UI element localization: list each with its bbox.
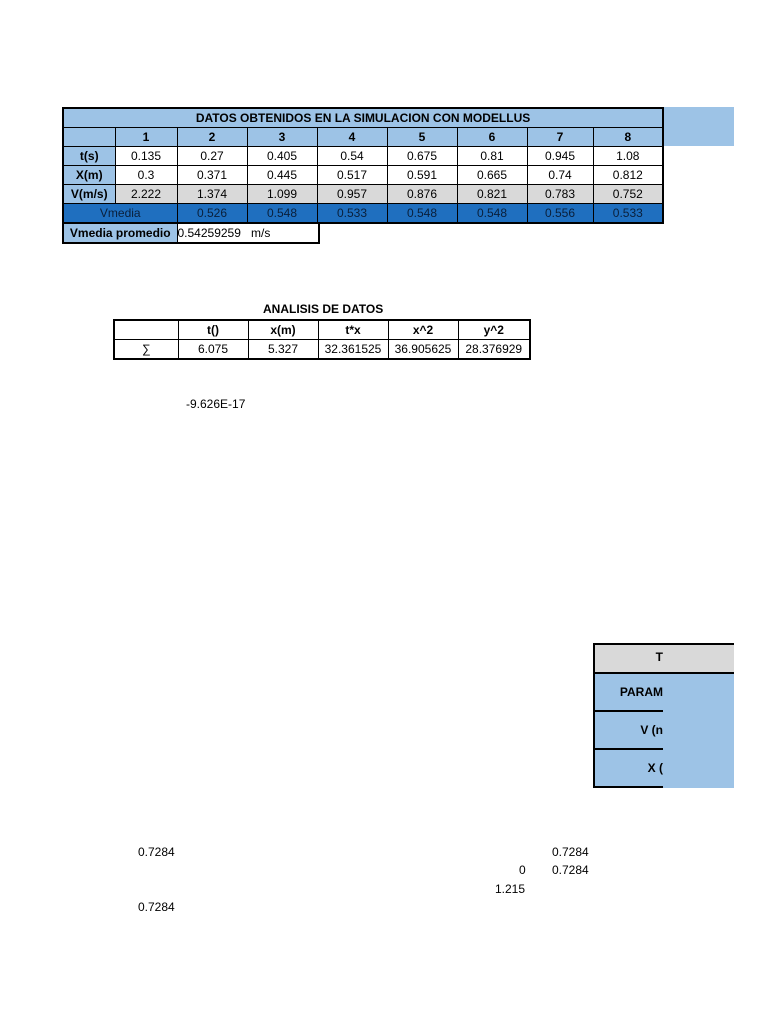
cell: 0.54 [317,147,387,166]
column-header: 4 [317,128,387,147]
cell: 0.665 [457,166,527,185]
column-header: 5 [387,128,457,147]
parameters-table [593,643,734,788]
table-header: T [655,650,663,664]
analysis-title: ANALISIS DE DATOS [263,302,384,316]
row-label: V(m/s) [63,185,115,204]
cell: 1.08 [593,147,663,166]
column-header: 3 [247,128,317,147]
cell: 0.957 [317,185,387,204]
value-text: 0.7284 [552,863,589,877]
analysis-table [113,319,531,360]
value-text: 1.215 [495,882,526,896]
cell: 0.783 [527,185,593,204]
corner-cell [63,128,115,147]
cell: 0.445 [247,166,317,185]
cell: 0.526 [177,204,247,224]
simulation-data-table [62,107,664,224]
promedio-unit: m/s [247,224,319,243]
vmedia-promedio-table [62,224,320,244]
value-text: 0 [519,863,526,877]
header-fill [664,107,734,146]
cell: 5.327 [248,340,318,360]
column-header: 6 [457,128,527,147]
cell: 0.591 [387,166,457,185]
column-header: y^2 [458,320,530,340]
table-row [63,185,663,204]
cell: 0.533 [317,204,387,224]
column-header: 8 [593,128,663,147]
cell: 36.905625 [388,340,458,360]
cell: 0.517 [317,166,387,185]
cell: 28.376929 [458,340,530,360]
corner-cell [114,320,178,340]
cell: 1.099 [247,185,317,204]
cell: 0.548 [457,204,527,224]
column-header: 2 [177,128,247,147]
param-label: X ( [647,761,663,775]
cell: 0.74 [527,166,593,185]
cell: 0.371 [177,166,247,185]
value-text: 0.7284 [138,845,175,859]
table-title: DATOS OBTENIDOS EN LA SIMULACION CON MODELLUS [63,108,663,128]
param-label: PARAM [619,685,663,699]
cell: 0.945 [527,147,593,166]
promedio-label: Vmedia promedio [63,224,177,243]
table-row [114,340,530,360]
column-header: 1 [115,128,177,147]
cell: 0.548 [247,204,317,224]
cell: 0.135 [115,147,177,166]
cell: 0.821 [457,185,527,204]
param-label: V (n [640,723,663,737]
column-header: t() [178,320,248,340]
value-text: 0.7284 [138,900,175,914]
table-row [63,147,663,166]
column-header: t*x [318,320,388,340]
cell: 1.374 [177,185,247,204]
cell: 0.405 [247,147,317,166]
table-row [63,166,663,185]
cell: 2.222 [115,185,177,204]
promedio-value: 0.54259259 [177,224,247,243]
cell: 0.876 [387,185,457,204]
vmedia-label: Vmedia [63,204,177,224]
row-label: t(s) [63,147,115,166]
column-header: x(m) [248,320,318,340]
cell: 0.81 [457,147,527,166]
cell: 0.27 [177,147,247,166]
column-header: x^2 [388,320,458,340]
cell: 0.675 [387,147,457,166]
value-text: -9.626E-17 [186,397,246,411]
cell: 0.812 [593,166,663,185]
cell: 0.533 [593,204,663,224]
cell: 0.548 [387,204,457,224]
row-label: X(m) [63,166,115,185]
cell: 0.556 [527,204,593,224]
cell: 0.752 [593,185,663,204]
value-text: 0.7284 [552,845,589,859]
sum-symbol: ∑ [114,340,178,360]
cell: 0.3 [115,166,177,185]
cell: 6.075 [178,340,248,360]
column-header: 7 [527,128,593,147]
vmedia-row [63,204,663,224]
cell: 32.361525 [318,340,388,360]
